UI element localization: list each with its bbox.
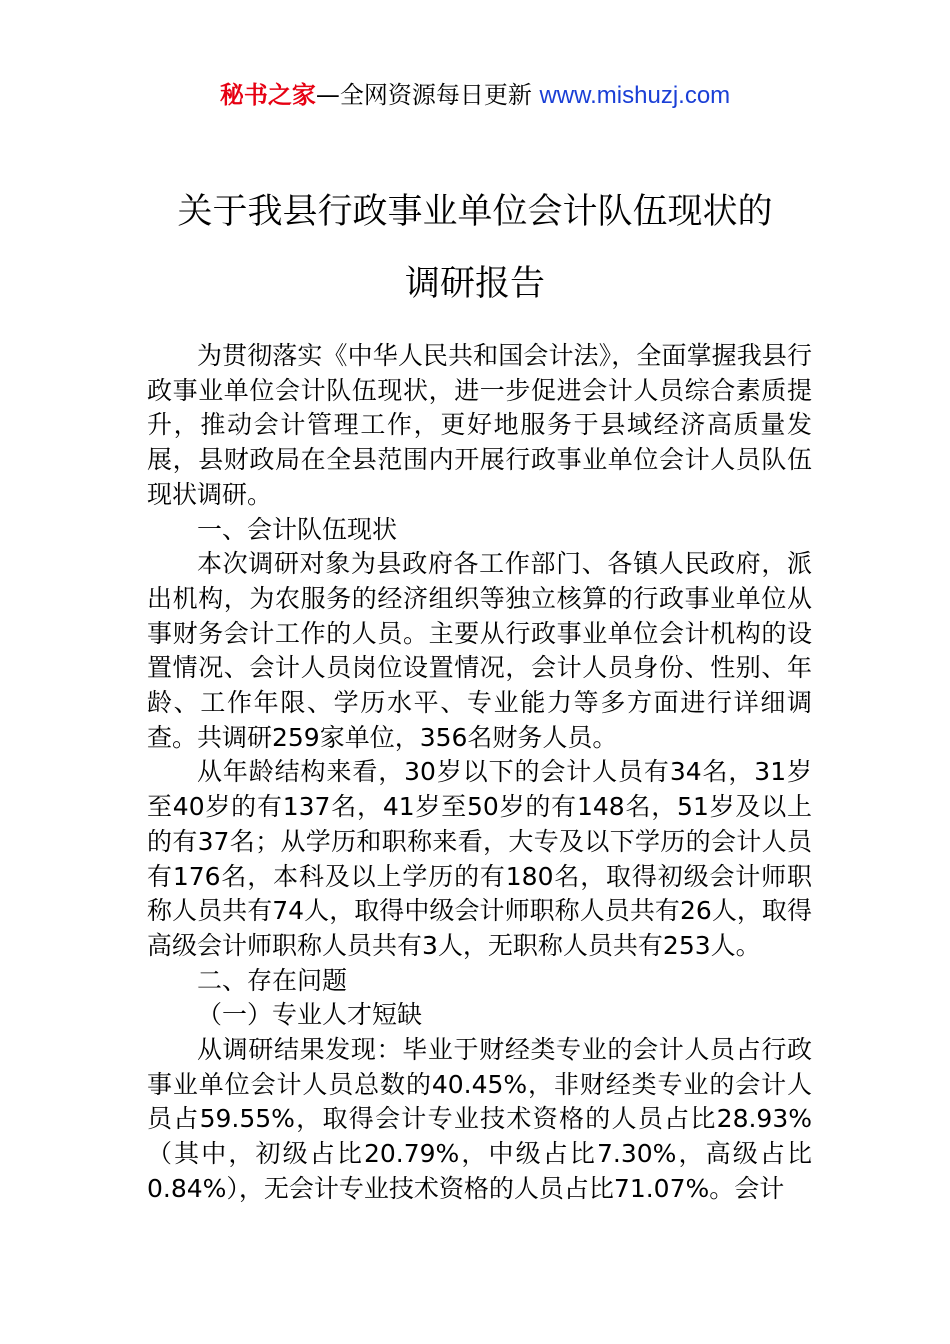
paragraph-survey-scope: 本次调研对象为县政府各工作部门、各镇人民政府，派出机构，为农服务的经济组织等独立核算的行政事业单位从事财务会计工作的人员。主要从行政事业单位会计机构的设置情况、会计人员岗位设置情况，会计人员身份、性别、年龄、工作年限、学历水平、专业能力等多方面进行详细调查。共调研259家单位，356名财务人员。 xyxy=(147,549,812,752)
section-heading-1: 一、会计队伍现状 xyxy=(197,514,398,544)
document-body xyxy=(147,339,812,1207)
banner-brand: 秘书之家 xyxy=(219,81,316,109)
banner-url-link[interactable]: www.mishuzj.com xyxy=(539,82,731,109)
subsection-heading-1: （一）专业人才短缺 xyxy=(197,1000,423,1030)
section-heading-2: 二、存在问题 xyxy=(197,965,348,995)
paragraph-age-structure: 从年龄结构来看，30岁以下的会计人员有34名，31岁至40岁的有137名，41岁至50岁的有148名，51岁及以上的有37名；从学历和职称来看，大专及以下学历的会计人员有176名，本科及以上学历的有180名，取得初级会计师职称人员共有74人，取得中级会计师职称人员共有26人，取得高级会计师职称人员共有3人，无职称人员共有253人。 xyxy=(147,757,812,960)
paragraph-intro: 为贯彻落实《中华人民共和国会计法》，全面掌握我县行政事业单位会计队伍现状，进一步促进会计人员综合素质提升，推动会计管理工作，更好地服务于县域经济高质量发展，县财政局在全县范围内开展行政事业单位会计人员队伍现状调研。 xyxy=(147,341,812,509)
title-line-1: 关于我县行政事业单位会计队伍现状的 xyxy=(177,192,773,232)
paragraph-talent-shortage: 从调研结果发现：毕业于财经类专业的会计人员占行政事业单位会计人员总数的40.45%，非财经类专业的会计人员占59.55%，取得会计专业技术资格的人员占比28.93%（其中，初级占比20.79%，中级占比7.30%，高级占比0.84%），无会计专业技术资格的人员占比71.07%。会计 xyxy=(147,1035,812,1203)
banner-tagline: —全网资源每日更新 xyxy=(315,81,540,109)
document-title xyxy=(0,176,950,320)
site-banner xyxy=(0,78,950,113)
title-line-2: 调研报告 xyxy=(404,264,545,304)
